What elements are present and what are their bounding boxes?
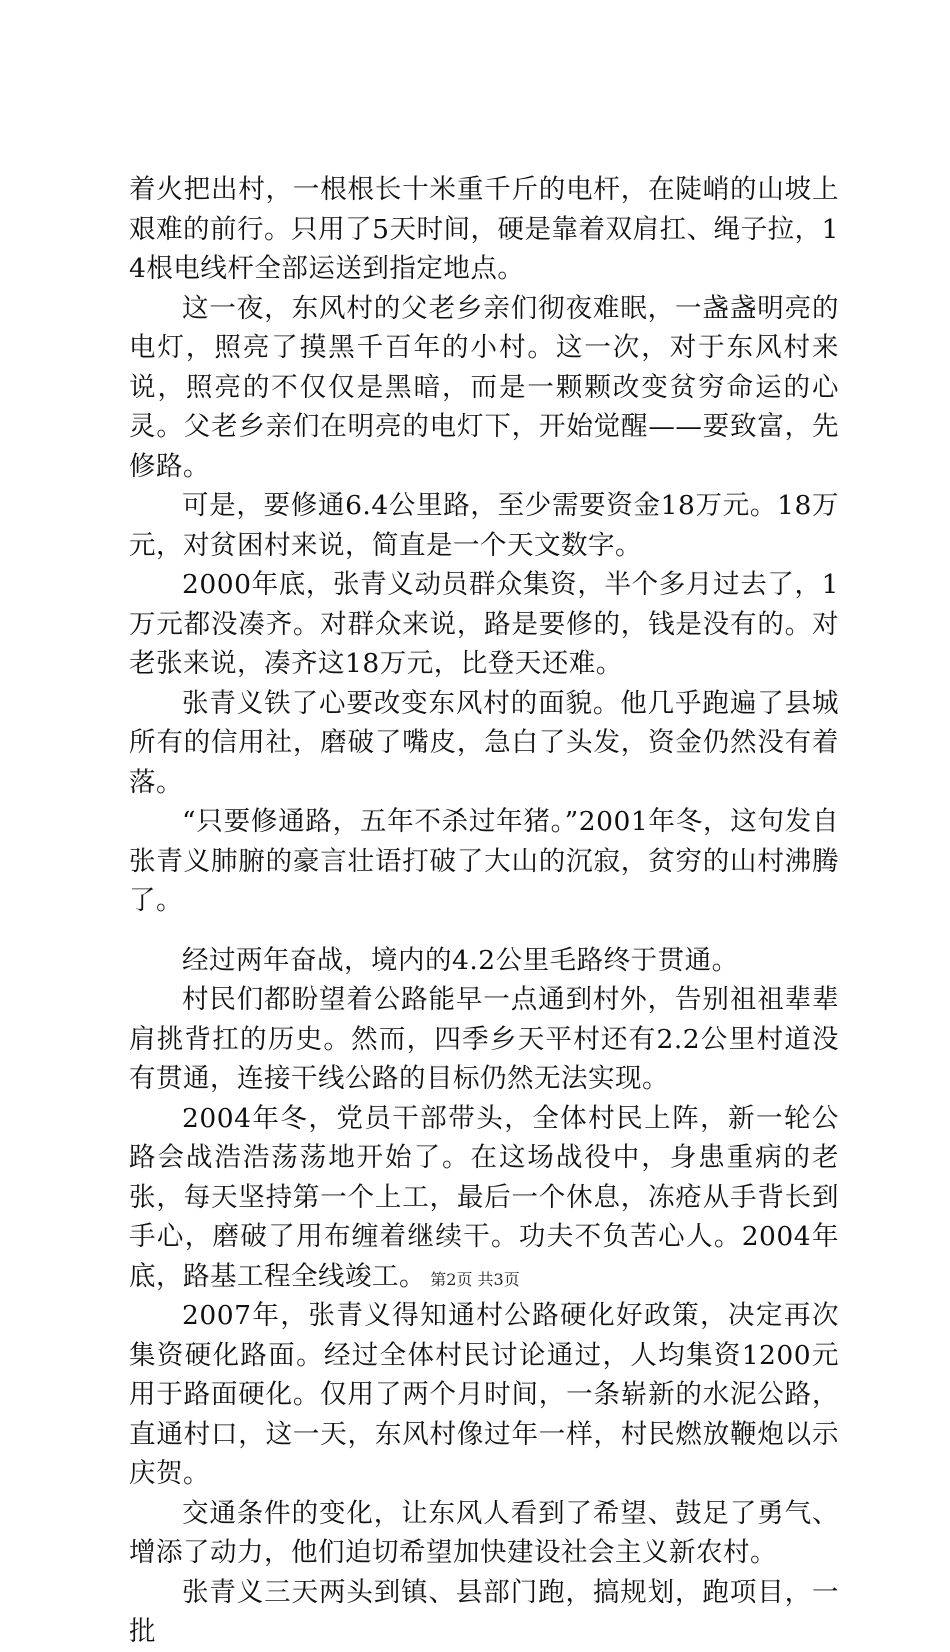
paragraph-1: 着火把出村，一根根长十米重千斤的电杆，在陡峭的山坡上艰难的前行。只用了5天时间，硬是靠着双肩扛、绳子拉，14根电线杆全部运送到指定地点。 bbox=[129, 174, 839, 284]
page-footer: 第2页 共3页 bbox=[430, 1270, 520, 1289]
paragraph-2: 这一夜，东风村的父老乡亲们彻夜难眠，一盏盏明亮的电灯，照亮了摸黑千百年的小村。这一次，对于东风村来说，照亮的不仅仅是黑暗，而是一颗颗改变贫穷命运的心灵。父老乡亲们在明亮的电灯下，开始觉醒——要致富，先修路。 bbox=[129, 292, 839, 482]
paragraph-7: 经过两年奋战，境内的4.2公里毛路终于贯通。 bbox=[182, 944, 739, 976]
paragraph-11: 交通条件的变化，让东风人看到了希望、鼓足了勇气、增添了动力，他们迫切希望加快建设社会主义新农村。 bbox=[129, 1497, 839, 1568]
paragraph-9: 2004年冬，党员干部带头，全体村民上阵，新一轮公路会战浩浩荡荡地开始了。在这场战役中，身患重病的老张，每天坚持第一个上工，最后一个休息，冻疮从手背长到手心，磨破了用布缠着继续干。功夫不负苦心人。2004年底，路基工程全线竣工。 bbox=[129, 1102, 839, 1292]
document-body bbox=[129, 170, 839, 1652]
paragraph-6: “只要修通路，五年不杀过年猪。”2001年冬，这句发自张青义肺腑的豪言壮语打破了大山的沉寂，贫穷的山村沸腾了。 bbox=[129, 806, 839, 916]
paragraph-8: 村民们都盼望着公路能早一点通到村外，告别祖祖辈辈肩挑背扛的历史。然而，四季乡天平村还有2.2公里村道没有贯通，连接干线公路的目标仍然无法实现。 bbox=[129, 984, 839, 1094]
paragraph-10: 2007年，张青义得知通村公路硬化好政策，决定再次集资硬化路面。经过全体村民讨论通过，人均集资1200元用于路面硬化。仅用了两个月时间，一条崭新的水泥公路，直通村口，这一天，东风村像过年一样，村民燃放鞭炮以示庆贺。 bbox=[129, 1300, 839, 1489]
paragraph-3: 可是，要修通6.4公里路，至少需要资金18万元。18万元，对贫困村来说，简直是一个天文数字。 bbox=[129, 490, 839, 561]
paragraph-12: 张青义三天两头到镇、县部门跑，搞规划，跑项目，一批 bbox=[129, 1576, 839, 1647]
paragraph-5: 张青义铁了心要改变东风村的面貌。他几乎跑遍了县城所有的信用社，磨破了嘴皮，急白了头发，资金仍然没有着落。 bbox=[129, 687, 839, 798]
paragraph-4: 2000年底，张青义动员群众集资，半个多月过去了，1万元都没凑齐。对群众来说，路是要修的，钱是没有的。对老张来说，凑齐这18万元，比登天还难。 bbox=[129, 569, 839, 679]
